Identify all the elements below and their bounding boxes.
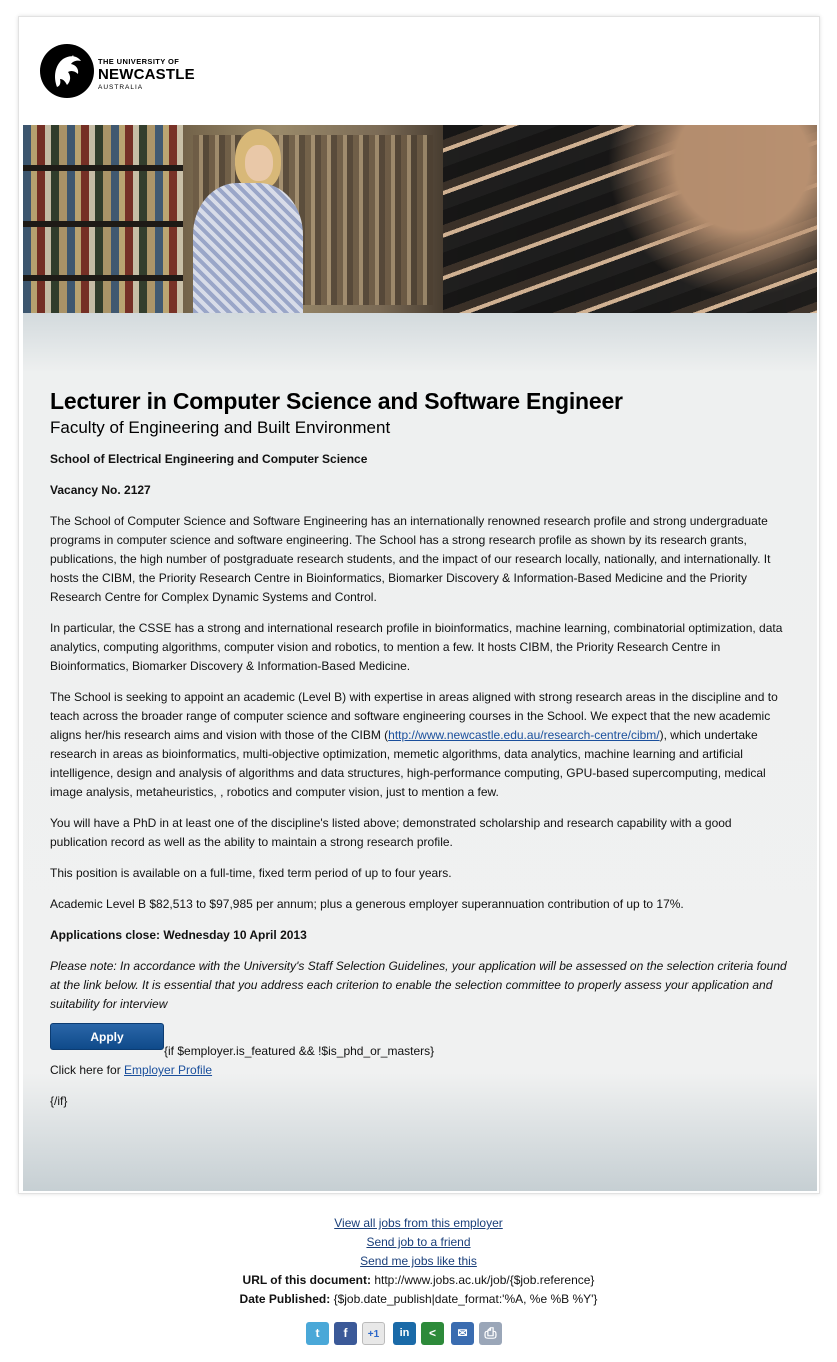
description-paragraph-4: You will have a PhD in at least one of the discipline's listed above; demonstrated scholarship and research capability with a good publication record as well as the ability to maintain a strong research profile. <box>50 816 732 849</box>
selection-note: Please note: In accordance with the University's Staff Selection Guidelines, your application will be assessed on the selection criteria found at the link below. It is essential that you address each criterion to enable the selection committee to properly assess your application and suitability for interview <box>50 959 787 1011</box>
print-icon[interactable]: ⎙ <box>479 1322 502 1345</box>
description-paragraph-3: The School is seeking to appoint an academic (Level B) with expertise in areas aligned with strong research areas in the discipline and to teach across the broader range of computer science and software engineering courses in the School. We expect that the new academic aligns her/his research aims and vision with those of the CIBM (http://www.newcastle.edu.au/research-centre/cibm/), which undertake research in areas as bioinformatics, multi-objective optimization, memetic algorithms, data analytics, machine learning and artificial intelligence, design and analysis of algorithms and data structures, high-performance computing, GPU-based supercomputing, medical image analysis, metaheuristics, , robotics and computer vision, just to mention a few. <box>50 690 778 799</box>
template-if-text: {if $employer.is_featured && !$is_phd_or_masters} <box>164 1044 435 1058</box>
logo-line1: THE UNIVERSITY OF <box>98 57 180 66</box>
salary-info: Academic Level B $82,513 to $97,985 per annum; plus a generous employer superannuation contribution of up to 17%. <box>50 897 684 911</box>
send-similar-jobs-link[interactable]: Send me jobs like this <box>360 1254 477 1268</box>
logo-line2: NEWCASTLE <box>98 66 195 83</box>
linkedin-icon[interactable]: in <box>393 1322 416 1345</box>
date-published: Date Published: {$job.date_publish|date_format:'%A, %e %B %Y'} <box>239 1292 598 1306</box>
graduation-crowd <box>443 125 817 313</box>
header-banner-image <box>23 125 817 313</box>
description-paragraph-1: The School of Computer Science and Software Engineering has an internationally renowned research profile and strong undergraduate programs in computer science and software engineering. The School has a strong research profile as shown by its research grants, publications, the high number of postgraduate research students, and the impact of our research locally, nationally, and internationally. It hosts the CIBM, the Priority Research Centre in Bioinformatics, Biomarker Discovery & Information-Based Medicine and the Priority Research Centre for Complex Dynamic Systems and Control. <box>50 514 771 604</box>
twitter-icon[interactable]: t <box>306 1322 329 1345</box>
library-shelves <box>23 125 183 313</box>
send-to-friend-link[interactable]: Send job to a friend <box>366 1235 471 1249</box>
job-description <box>50 388 790 1014</box>
logo-line3: AUSTRALIA <box>98 84 144 91</box>
employer-profile-link[interactable]: Employer Profile <box>124 1063 213 1077</box>
footer <box>0 1214 837 1309</box>
cibm-link[interactable]: http://www.newcastle.edu.au/research-centre/cibm/ <box>388 728 660 742</box>
facebook-icon[interactable]: f <box>334 1322 357 1345</box>
share-icon[interactable]: < <box>421 1322 444 1345</box>
job-title: Lecturer in Computer Science and Software Engineer <box>50 388 623 414</box>
google-plus-one-icon[interactable]: +1 <box>362 1322 385 1345</box>
closing-date: Applications close: Wednesday 10 April 2013 <box>50 928 307 942</box>
faculty-name: Faculty of Engineering and Built Environment <box>50 418 391 437</box>
view-all-jobs-link[interactable]: View all jobs from this employer <box>334 1216 503 1230</box>
apply-button[interactable]: Apply <box>50 1023 164 1050</box>
seahorse-logo-icon <box>39 43 95 99</box>
template-endif-text: {/if} <box>50 1094 68 1108</box>
document-url: URL of this document: http://www.jobs.ac.uk/job/{$job.reference} <box>242 1273 595 1287</box>
university-logo[interactable] <box>39 43 199 99</box>
employer-profile-line: Click here for Employer Profile <box>50 1063 213 1077</box>
vacancy-number: Vacancy No. 2127 <box>50 483 151 497</box>
email-icon[interactable]: ✉ <box>451 1322 474 1345</box>
description-paragraph-2: In particular, the CSSE has a strong and international research profile in bioinformatics, machine learning, combinatorial optimization, data analytics, computing algorithms, computer vision and robotics, to mention a few. It hosts CIBM, the Priority Research Centre in Bioinformatics, Biomarker Discovery & Information-Based Medicine. <box>50 621 783 673</box>
description-paragraph-5: This position is available on a full-time, fixed term period of up to four years. <box>50 866 452 880</box>
school-name: School of Electrical Engineering and Computer Science <box>50 452 368 466</box>
